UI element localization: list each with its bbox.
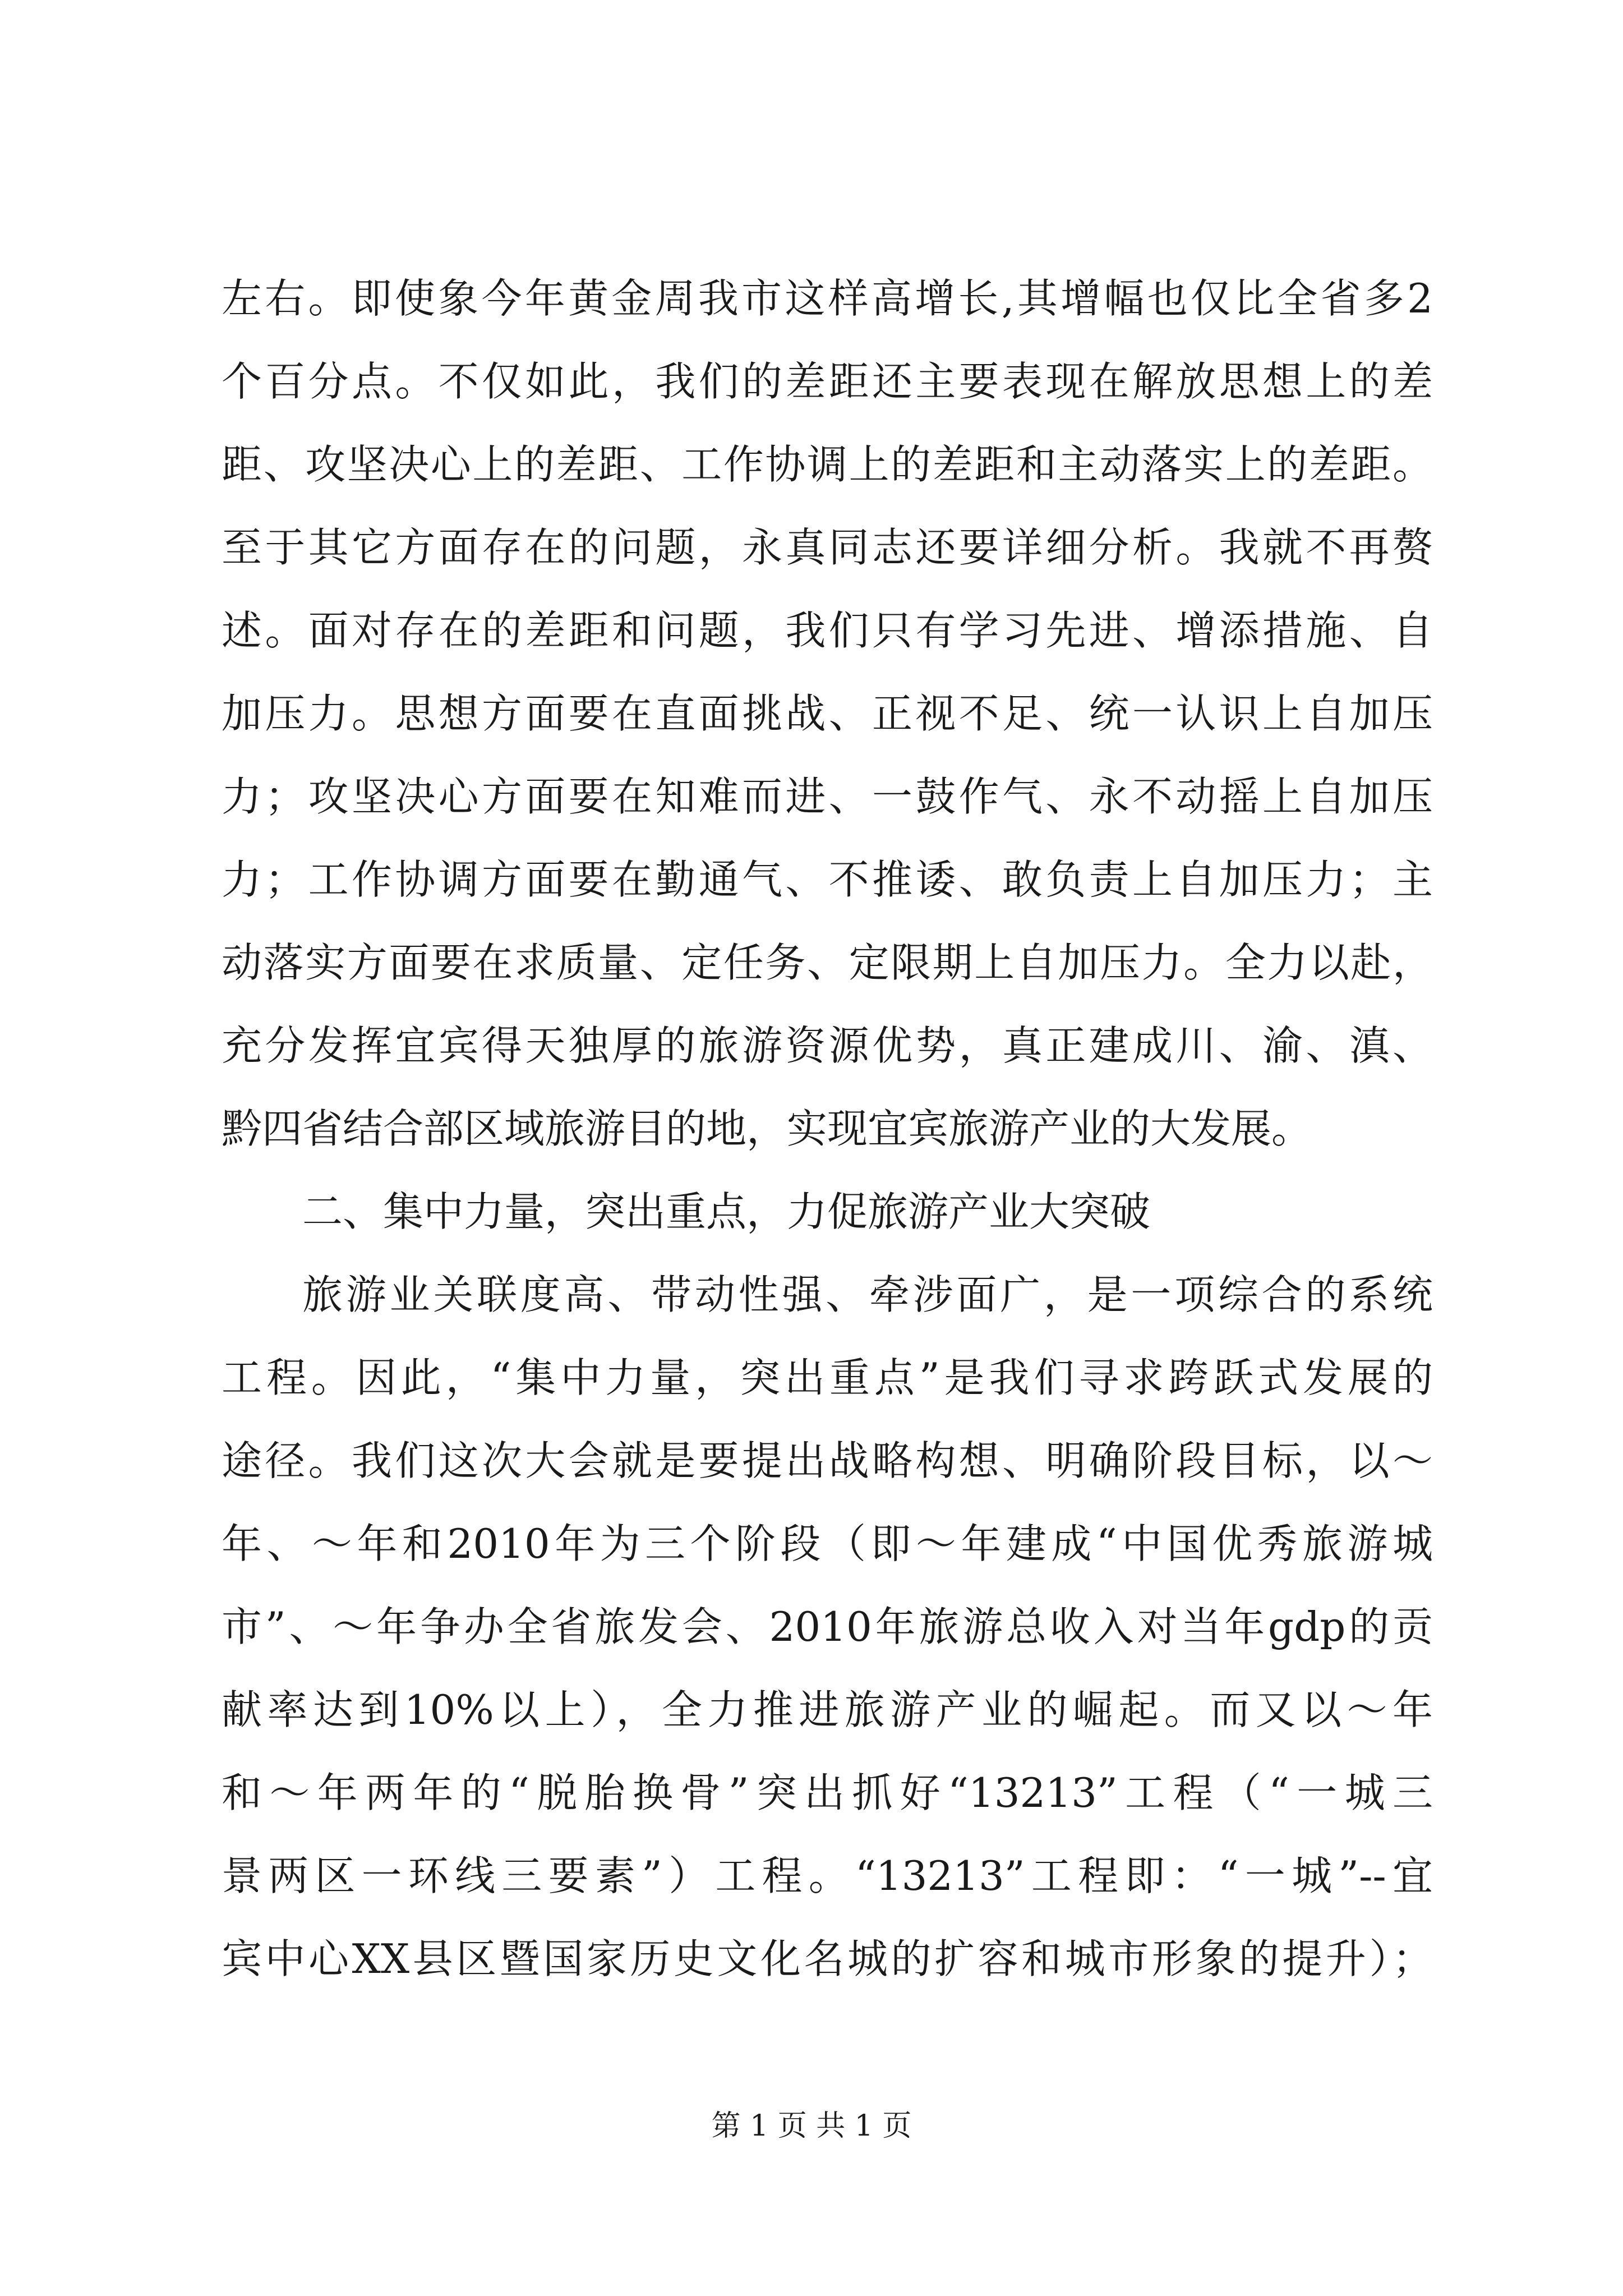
paragraph-line: 至于其它方面存在的问题，永真同志还要详细分析。我就不再赘 (222, 524, 1433, 571)
document-body (222, 257, 1433, 2000)
paragraph-line: 加压力。思想方面要在直面挑战、正视不足、统一认识上自加压 (222, 690, 1433, 737)
paragraph-line: 力；工作协调方面要在勤通气、不推诿、敢负责上自加压力；主 (222, 856, 1433, 903)
paragraph-line: 充分发挥宜宾得天独厚的旅游资源优势，真正建成川、渝、滇、 (222, 1022, 1433, 1069)
paragraph-line: 力；攻坚决心方面要在知难而进、一鼓作气、永不动摇上自加压 (222, 773, 1433, 820)
paragraph-line: 述。面对存在的差距和问题，我们只有学习先进、增添措施、自 (222, 607, 1433, 654)
paragraph-line: 和～年两年的“脱胎换骨”突出抓好“13213”工程（“一城三 (222, 1769, 1433, 1816)
paragraph-line: 市”、～年争办全省旅发会、2010年旅游总收入对当年gdp的贡 (222, 1603, 1433, 1650)
paragraph-line: 左右。即使象今年黄金周我市这样高增长,其增幅也仅比全省多2 (222, 275, 1433, 322)
paragraph-line: 景两区一环线三要素”）工程。“13213”工程即：“一城”--宜 (222, 1852, 1433, 1899)
paragraph-line: 距、攻坚决心上的差距、工作协调上的差距和主动落实上的差距。 (222, 441, 1433, 488)
paragraph-line: 工程。因此，“集中力量，突出重点”是我们寻求跨跃式发展的 (222, 1354, 1433, 1401)
paragraph-line: 途径。我们这次大会就是要提出战略构想、明确阶段目标，以～ (222, 1437, 1433, 1484)
paragraph-line: 动落实方面要在求质量、定任务、定限期上自加压力。全力以赴， (222, 939, 1433, 986)
paragraph-line: 个百分点。不仅如此，我们的差距还主要表现在解放思想上的差 (222, 358, 1433, 405)
paragraph-line: 旅游业关联度高、带动性强、牵涉面广，是一项综合的系统 (302, 1271, 1433, 1318)
paragraph-line: 献率达到10%以上），全力推进旅游产业的崛起。而又以～年 (222, 1686, 1433, 1733)
section-heading: 二、集中力量，突出重点，力促旅游产业大突破 (302, 1188, 1151, 1235)
paragraph-line: 宾中心XX县区暨国家历史文化名城的扩容和城市形象的提升）； (222, 1935, 1433, 1982)
paragraph-line: 年、～年和2010年为三个阶段（即～年建成“中国优秀旅游城 (222, 1520, 1433, 1567)
paragraph-line: 黔四省结合部区域旅游目的地，实现宜宾旅游产业的大发展。 (222, 1105, 1312, 1152)
page-footer: 第 1 页 共 1 页 (711, 2109, 912, 2143)
